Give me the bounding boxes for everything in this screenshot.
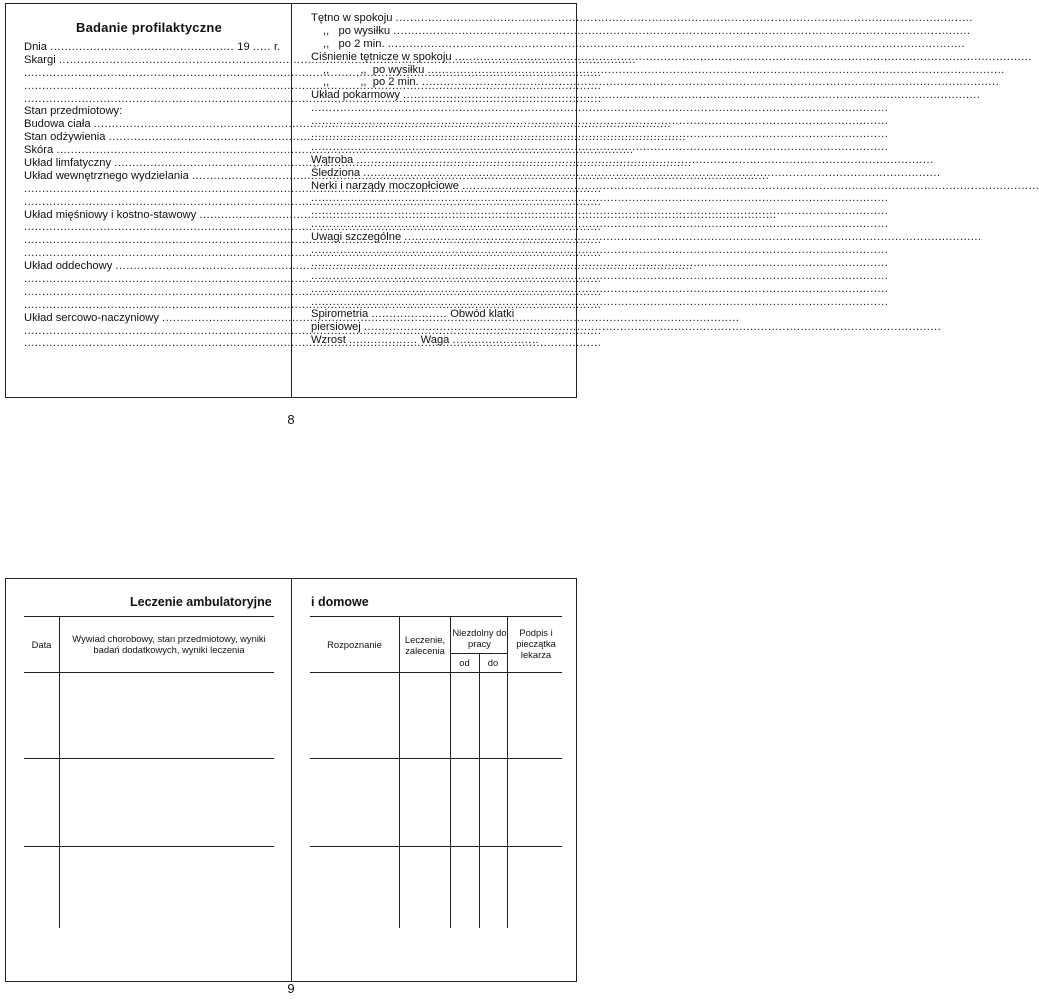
field-label: Układ oddechowy [24,260,113,273]
blank-line[interactable] [24,325,274,338]
table-header-rule [24,672,274,673]
column-rule [479,653,480,928]
field-label: Budowa ciała [24,118,91,131]
field-uwagi[interactable]: Uwagi szczególne ..... [311,231,563,244]
field-watroba[interactable]: Wątroba ..... [311,154,563,167]
section-title-left: Leczenie ambulatoryjne [130,595,272,609]
row-rule [310,758,562,759]
left-form-column [24,4,281,350]
table-top-rule [310,616,562,617]
col-header-wywiad: Wywiad chorobowy, stan przedmiotowy, wyniki badań dodatkowych, wyniki leczenia [72,633,266,655]
field-sledziona[interactable]: Śledziona ..... [311,167,563,180]
blank-line[interactable] [24,234,274,247]
form-field[interactable] [24,118,274,131]
date-line[interactable]: Dnia ................................................... 19 ..... r. [24,41,281,53]
field-label: Stan przedmiotowy: [24,105,123,118]
left-field-list [24,54,274,350]
blank-line[interactable] [311,283,563,296]
right-form-column [311,4,563,347]
field-piersiowej[interactable]: piersiowej ..... [311,321,563,334]
field-label: Skóra [24,144,54,157]
blank-line[interactable] [311,244,563,257]
page-number-9: 9 [287,981,295,996]
table-top-rule [24,616,274,617]
field-nerki[interactable]: Nerki i narządy moczopłciowe ..... [311,180,563,193]
blank-line[interactable] [24,286,274,299]
col-header-rozpoznanie: Rozpoznanie [327,639,382,650]
field-spirometria[interactable]: Spirometria ..................... Obwód klatki [311,308,515,321]
form-field[interactable] [24,131,274,144]
blank-line[interactable] [311,128,563,141]
field-tetno[interactable]: Tętno w spokoju ..... [311,12,563,25]
blank-line[interactable] [311,270,563,283]
column-rule [507,616,508,928]
page-9-spread [5,578,577,982]
col-header-do: do [487,657,499,668]
blank-line[interactable] [311,257,563,270]
field-label: Układ sercowo-naczyniowy [24,311,159,324]
field-label: Skargi [24,53,56,66]
page-number-8: 8 [287,412,295,427]
blank-line[interactable] [311,296,563,309]
section-title-right: i domowe [311,595,369,609]
field-cisnienie-po-wysilku[interactable]: ,, ,, po wysiłku ..... [311,64,563,77]
spine-divider [291,579,292,981]
blank-line[interactable] [24,337,274,350]
blank-line[interactable] [24,247,274,260]
blank-line[interactable] [311,192,563,205]
col-header-od: od [459,657,470,668]
page-title: Badanie profilaktyczne [76,20,222,35]
form-field[interactable] [24,144,274,157]
col-header-podpis: Podpis i pieczątka lekarza [516,627,556,660]
row-rule [24,758,274,759]
form-field[interactable] [24,157,274,170]
col-header-leczenie: Leczenie, zalecenia [404,634,446,656]
field-cisnienie[interactable]: Ciśnienie tętnicze w spokoju ..... [311,51,563,64]
blank-line[interactable] [311,205,563,218]
field-label: Układ mięśniowy i kostno-stawowy [24,208,197,221]
col-header-niezdolny: Niezdolny do pracy [452,627,507,649]
blank-line[interactable] [24,183,274,196]
blank-line[interactable] [311,115,563,128]
blank-line[interactable] [24,221,274,234]
field-label: Układ wewnętrznego wydzielania [24,169,189,182]
blank-line[interactable] [311,218,563,231]
blank-line[interactable] [24,93,274,106]
column-rule [399,616,400,928]
field-uklad-pokarmowy[interactable]: Układ pokarmowy ..... [311,89,563,102]
table-header-rule [310,672,562,673]
form-field[interactable] [24,312,274,325]
form-field[interactable] [24,54,274,67]
field-wzrost-waga[interactable]: Wzrost ................... Waga ........................ [311,334,540,347]
field-cisnienie-po-2-min[interactable]: ,, ,, po 2 min. ..... [311,76,563,89]
field-label: Układ limfatyczny [24,157,112,170]
form-field[interactable] [24,260,274,273]
col-header-data: Data [31,639,52,650]
field-tetno-po-2-min[interactable]: ,, po 2 min. ..... [311,38,563,51]
form-field[interactable] [24,209,274,222]
blank-line[interactable] [24,196,274,209]
blank-line[interactable] [311,102,563,115]
column-rule [59,616,60,928]
blank-line[interactable] [24,299,274,312]
row-rule [24,846,274,847]
row-rule [310,846,562,847]
blank-line[interactable] [24,273,274,286]
field-tetno-po-wysilku[interactable]: ,, po wysiłku ..... [311,25,563,38]
blank-line[interactable] [24,67,274,80]
form-field[interactable] [24,170,274,183]
blank-line[interactable] [24,80,274,93]
field-label: Stan odżywienia [24,131,106,144]
form-field [24,105,274,118]
page-8-spread [5,3,577,398]
blank-line[interactable] [311,141,563,154]
